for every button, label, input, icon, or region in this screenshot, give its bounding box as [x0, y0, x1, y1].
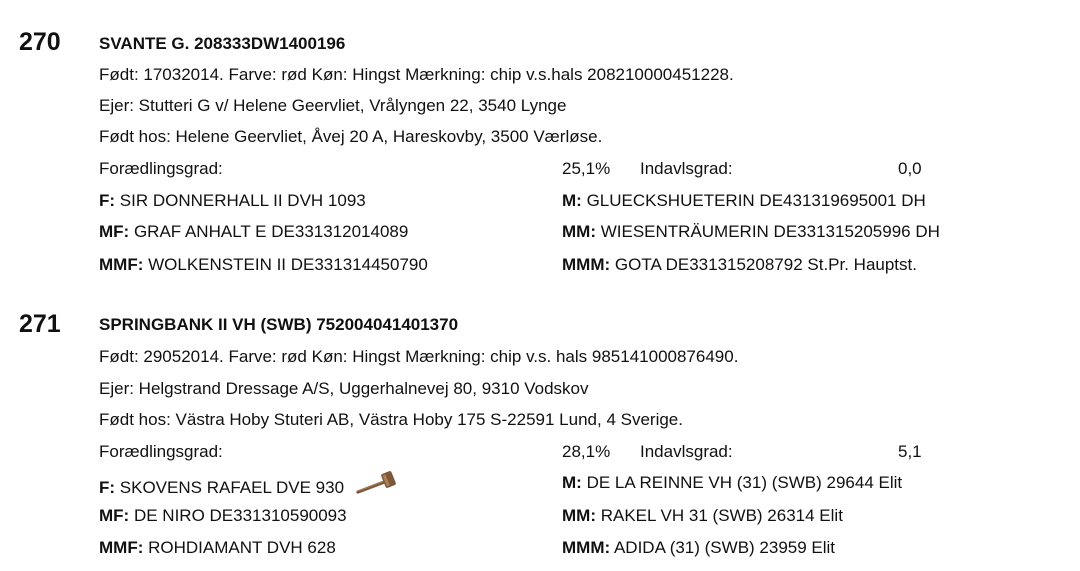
dam-value: GLUECKSHUETERIN DE431319695001 DH [586, 191, 926, 210]
dam-dam-dam-line [562, 256, 917, 273]
dam-line [562, 192, 926, 209]
dam-dam-value: RAKEL VH 31 (SWB) 26314 Elit [600, 506, 843, 525]
dam-dam-sire-line [99, 256, 428, 273]
refinement-value: 28,1% [562, 442, 611, 461]
dam-sire-label: MF: [99, 506, 130, 525]
sire-line [99, 192, 366, 209]
dam-dam-dam-line [562, 539, 835, 556]
dam-dam-sire-label: MMF: [99, 538, 144, 557]
owner-info: Ejer: Stutteri G v/ Helene Geervliet, Vrålyngen 22, 3540 Lynge [99, 96, 567, 115]
dam-value: DE LA REINNE VH (31) (SWB) 29644 Elit [586, 473, 903, 492]
dam-dam-line [562, 507, 843, 524]
dam-dam-line [562, 223, 940, 240]
dam-dam-sire-label: MMF: [99, 255, 144, 274]
inbreeding-value: 5,1 [898, 442, 922, 461]
sire-value: SKOVENS RAFAEL DVE 930 [119, 477, 345, 497]
dam-dam-sire-value: WOLKENSTEIN II DE331314450790 [148, 255, 428, 274]
birth-info: Født: 17032014. Farve: rød Køn: Hingst Mærkning: chip v.s.hals 208210000451228. [99, 65, 734, 84]
inbreeding-label: Indavlsgrad: [640, 442, 733, 461]
inbreeding-value: 0,0 [898, 159, 922, 178]
owner-info: Ejer: Helgstrand Dressage A/S, Uggerhalnevej 80, 9310 Vodskov [99, 379, 589, 398]
sire-line [99, 474, 401, 503]
refinement-value: 25,1% [562, 159, 611, 178]
gavel-icon [355, 470, 401, 499]
birth-info: Født: 29052014. Farve: rød Køn: Hingst Mærkning: chip v.s. hals 985141000876490. [99, 347, 739, 366]
entry-number: 271 [19, 310, 61, 338]
dam-dam-sire-value: ROHDIAMANT DVH 628 [148, 538, 336, 557]
sire-value: SIR DONNERHALL II DVH 1093 [119, 191, 366, 210]
dam-sire-line [99, 507, 347, 524]
dam-dam-dam-label: MMM: [562, 538, 611, 557]
sire-label: F: [99, 191, 116, 210]
dam-label: M: [562, 473, 582, 492]
refinement-label: Forædlingsgrad: [99, 159, 223, 178]
refinement-label: Forædlingsgrad: [99, 442, 223, 461]
breeder-info: Født hos: Västra Hoby Stuteri AB, Västra Hoby 175 S-22591 Lund, 4 Sverige. [99, 410, 683, 429]
dam-sire-label: MF: [99, 222, 130, 241]
dam-dam-sire-line [99, 539, 336, 556]
dam-sire-value: DE NIRO DE331310590093 [133, 506, 347, 525]
dam-sire-line [99, 223, 408, 240]
dam-dam-dam-value: GOTA DE331315208792 St.Pr. Hauptst. [614, 255, 917, 274]
inbreeding-label: Indavlsgrad: [640, 159, 733, 178]
dam-label: M: [562, 191, 582, 210]
horse-name: SVANTE G. 208333DW1400196 [99, 34, 346, 53]
sire-label: F: [99, 477, 116, 497]
breeder-info: Født hos: Helene Geervliet, Åvej 20 A, Hareskovby, 3500 Værløse. [99, 127, 603, 146]
dam-dam-dam-value: ADIDA (31) (SWB) 23959 Elit [613, 538, 836, 557]
dam-line [562, 474, 902, 491]
entry-number: 270 [19, 28, 61, 56]
dam-sire-value: GRAF ANHALT E DE331312014089 [133, 222, 409, 241]
dam-dam-value: WIESENTRÄUMERIN DE331315205996 DH [600, 222, 940, 241]
dam-dam-label: MM: [562, 222, 596, 241]
dam-dam-dam-label: MMM: [562, 255, 611, 274]
dam-dam-label: MM: [562, 506, 596, 525]
horse-name: SPRINGBANK II VH (SWB) 752004041401370 [99, 315, 459, 334]
